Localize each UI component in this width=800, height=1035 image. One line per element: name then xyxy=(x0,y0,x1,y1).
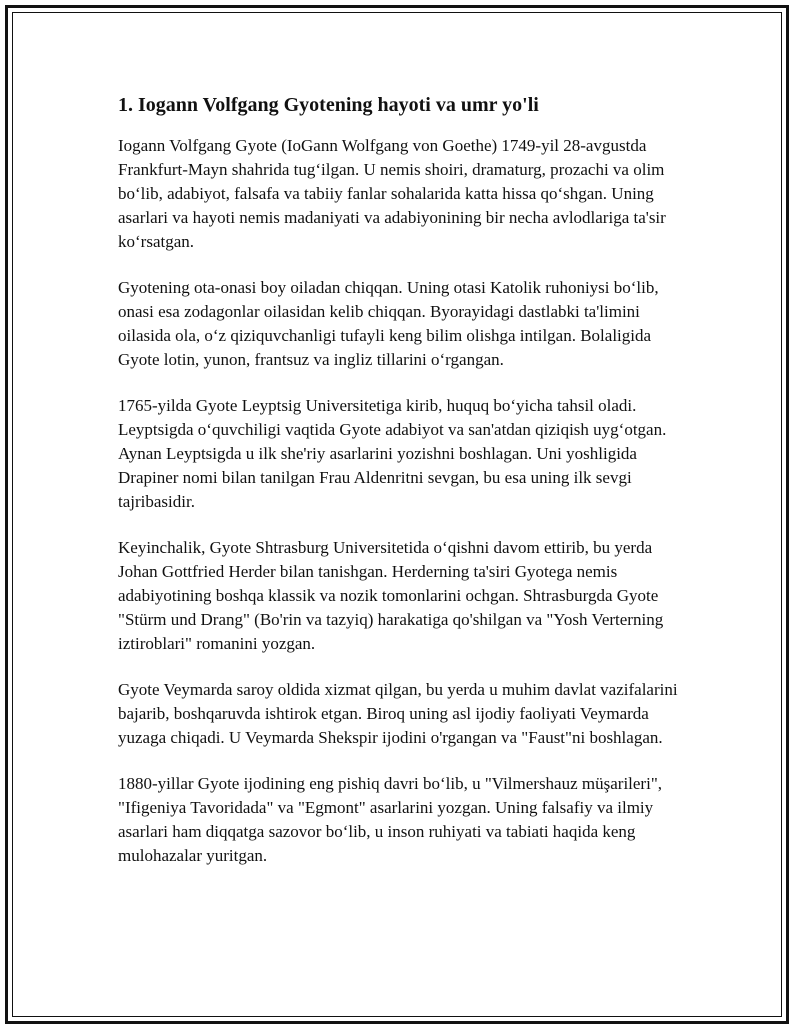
paragraph-leipzig: 1765-yilda Gyote Leyptsig Universitetiga kirib, huquq bo‘yicha tahsil oladi. Leyptsigda o‘quvchiligi vaqtida Gyote adabiyot va san'atdan qiziqish uyg‘otgan. Aynan Leyptsigda u ilk she'riy asarlarini yozishni boshlagan. Uni yoshligida Drapiner nomi bilan tanilgan Frau Aldenritni sevgan, bu esa uning ilk sevgi tajribasidir. xyxy=(118,396,667,511)
paragraph-weimar: Gyote Veymarda saroy oldida xizmat qilgan, bu yerda u muhim davlat vazifalarini bajarib, boshqaruvda ishtirok etgan. Biroq uning asl ijodiy faoliyati Veymarda yuzaga chiqadi. U Veymarda Shekspir ijodini o'rgangan va "Faust"ni boshlagan. xyxy=(118,680,678,747)
paragraph-birth: Iogann Volfgang Gyote (IoGann Wolfgang von Goethe) 1749-yil 28-avgustda Frankfurt-Mayn shahrida tug‘ilgan. U nemis shoiri, dramaturg, prozachi va olim bo‘lib, adabiyot, falsafa va tabiiy fanlar sohalarida katta hissa qo‘shgan. Uning asarlari va hayoti nemis madaniyati va adabiyonining bir necha avlodlariga ta'sir ko‘rsatgan. xyxy=(118,136,666,251)
paragraph-later-works: 1880-yillar Gyote ijodining eng pishiq davri bo‘lib, u "Vilmershauz müşarileri", "Ifigeniya Tavoridada" va "Egmont" asarlarini yozgan. Uning falsafiy va ilmiy asarlari ham diqqatga sazovor bo‘lib, u inson ruhiyati va tabiati haqida keng mulohazalar yuritgan. xyxy=(118,774,663,865)
section-heading: 1. Iogann Volfgang Gyotening hayoti va umr yo'li xyxy=(118,94,539,116)
paragraph-parents: Gyotening ota-onasi boy oiladan chiqqan. Uning otasi Katolik ruhoniysi bo‘lib, onasi esa zodagonlar oilasidan kelib chiqqan. Byorayidagi dastlabki ta'limini oilasida ola, o‘z qiziquvchanligi tufayli keng bilim olishga intilgan. Bolaligida Gyote lotin, yunon, frantsuz va ingliz tillarini o‘rgangan. xyxy=(118,278,659,369)
paragraph-strasbourg: Keyinchalik, Gyote Shtrasburg Universitetida o‘qishni davom ettirib, bu yerda Johan Gottfried Herder bilan tanishgan. Herderning ta'siri Gyotega nemis adabiyotining boshqa klassik va nozik tomonlarini ochgan. Shtrasburgda Gyote "Stürm und Drang" (Bo'rin va tazyiq) harakatiga qo'shilgan va "Yosh Verterning iztiroblari" romanini yozgan. xyxy=(118,538,664,653)
document-body xyxy=(118,92,688,890)
